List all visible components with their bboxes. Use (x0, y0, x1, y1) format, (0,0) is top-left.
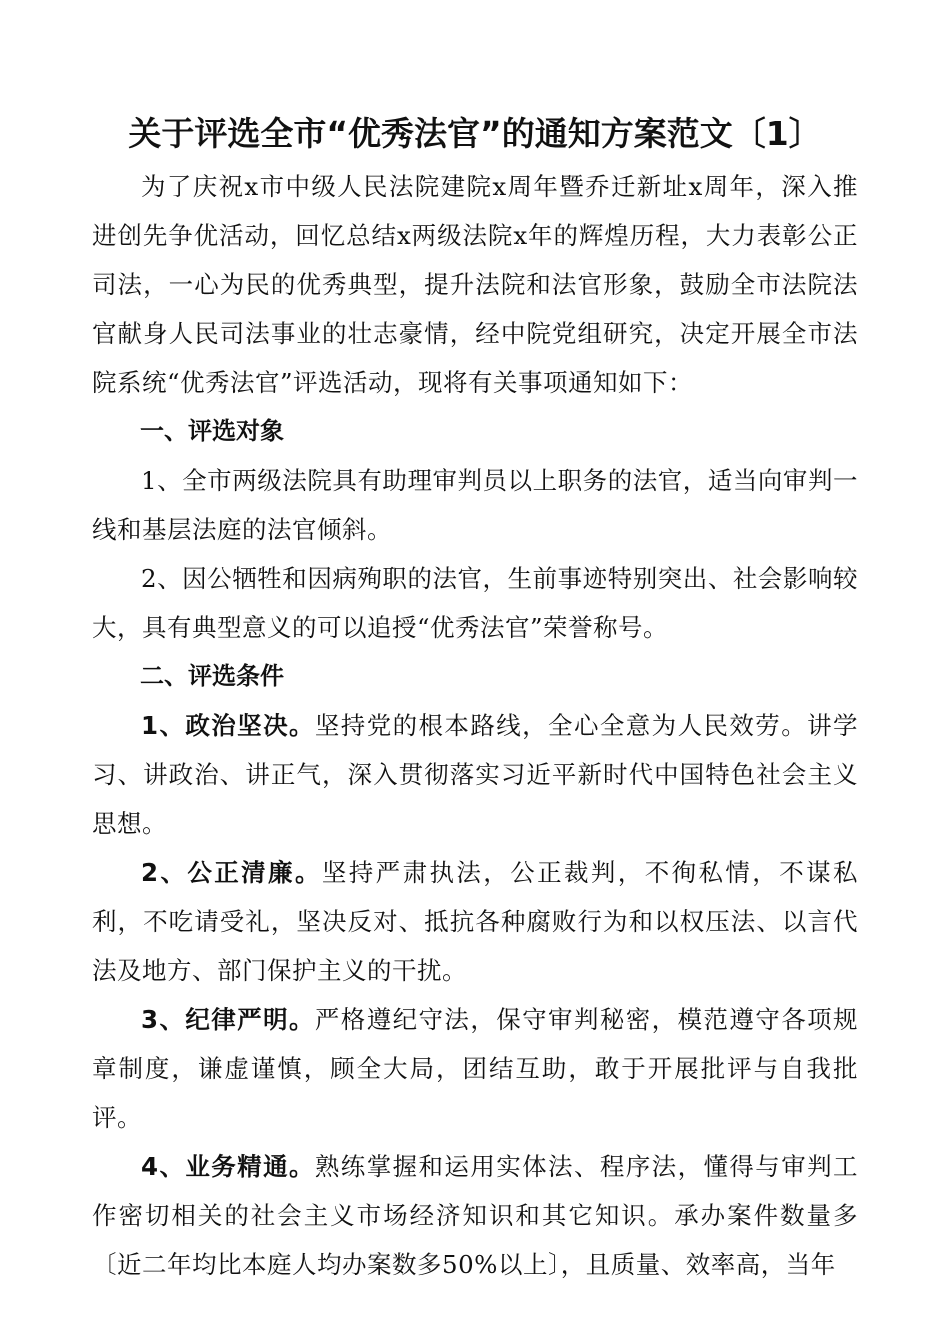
criteria-item-4-lead: 4、业务精通。 (141, 1152, 315, 1181)
criteria-item-3 (92, 995, 858, 1142)
criteria-item-3-lead: 3、纪律严明。 (141, 1005, 315, 1034)
target-item-1: 1、全市两级法院具有助理审判员以上职务的法官，适当向审判一线和基层法庭的法官倾斜。 (92, 466, 858, 544)
target-item-2: 2、因公牺牲和因病殉职的法官，生前事迹特别突出、社会影响较大，具有典型意义的可以追授“优秀法官”荣誉称号。 (92, 564, 858, 642)
criteria-item-4 (92, 1142, 858, 1289)
section-heading-targets: 一、评选对象 (140, 417, 284, 445)
intro-paragraph: 为了庆祝x市中级人民法院建院x周年暨乔迁新址x周年，深入推进创先争优活动，回忆总结x两级法院x年的辉煌历程，大力表彰公正司法，一心为民的优秀典型，提升法院和法官形象，鼓励全市法院法官献身人民司法事业的壮志豪情，经中院党组研究，决定开展全市法院系统“优秀法官”评选活动，现将有关事项通知如下： (92, 172, 858, 397)
criteria-item-2-text: 坚持严肃执法，公正裁判，不徇私情，不谋私利，不吃请受礼，坚决反对、抵抗各种腐败行为和以权压法、以言代法及地方、部门保护主义的干扰。 (92, 858, 859, 985)
criteria-item-1 (92, 701, 858, 848)
criteria-item-3-text: 严格遵纪守法，保守审判秘密，模范遵守各项规章制度，谦虚谨慎，顾全大局，团结互助，敢于开展批评与自我批评。 (92, 1005, 859, 1132)
criteria-item-4-text: 熟练掌握和运用实体法、程序法，懂得与审判工作密切相关的社会主义市场经济知识和其它知识。承办案件数量多〔近二年均比本庭人均办案数多50%以上〕，且质量、效率高，当年 (92, 1152, 859, 1279)
criteria-item-2-lead: 2、公正清廉。 (141, 858, 322, 887)
document-page (92, 112, 858, 1289)
criteria-item-1-lead: 1、政治坚决。 (141, 711, 315, 740)
criteria-item-1-text: 坚持党的根本路线，全心全意为人民效劳。讲学习、讲政治、讲正气，深入贯彻落实习近平新时代中国特色社会主义思想。 (92, 711, 859, 838)
document-title: 关于评选全市“优秀法官”的通知方案范文〔1〕 (128, 114, 822, 153)
section-heading-criteria: 二、评选条件 (140, 662, 284, 690)
criteria-item-2 (92, 848, 858, 995)
